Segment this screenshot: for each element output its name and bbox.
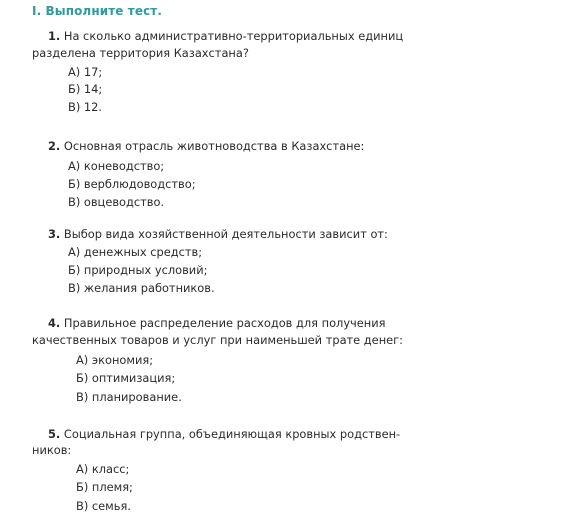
- question-4-line-2: качественных товаров и услуг при наименьшей трате денег:: [32, 333, 403, 347]
- question-3-number: 3.: [48, 227, 61, 241]
- question-4-line-1: [48, 315, 482, 332]
- question-2-text: Основная отрасль животноводства в Казахстане:: [63, 139, 365, 153]
- question-4-option-b: Б) оптимизация;: [76, 371, 176, 385]
- question-1-line-1: [48, 28, 403, 45]
- question-3-line-1: [48, 226, 388, 243]
- question-5-line-2: ников:: [32, 443, 72, 457]
- question-4-number: 4.: [48, 316, 61, 330]
- question-4-text: Правильное распределение расходов для получения: [63, 316, 386, 330]
- question-3-text: Выбор вида хозяйственной деятельности зависит от:: [63, 227, 388, 241]
- question-1-line-2: разделена территория Казахстана?: [32, 46, 249, 60]
- question-2-line-1: [48, 138, 364, 155]
- question-3-option-c: В) желания работников.: [68, 281, 215, 295]
- question-2-option-a: А) коневодство;: [68, 159, 165, 173]
- question-1-option-c: В) 12.: [68, 100, 102, 114]
- section-heading: I. Выполните тест.: [32, 4, 163, 18]
- question-5-option-c: В) семья.: [76, 499, 131, 513]
- question-1-text: На сколько административно-территориальных единиц: [63, 29, 404, 43]
- question-5-option-b: Б) племя;: [76, 480, 133, 494]
- question-5-line-1: [48, 426, 400, 443]
- question-2-option-c: В) овцеводство.: [68, 195, 165, 209]
- question-5-number: 5.: [48, 427, 61, 441]
- question-1-option-a: А) 17;: [68, 65, 103, 79]
- question-4-option-a: А) экономия;: [76, 353, 154, 367]
- question-4-option-c: В) планирование.: [76, 390, 182, 404]
- question-5-option-a: А) класс;: [76, 462, 130, 476]
- question-1-number: 1.: [48, 29, 61, 43]
- question-3-option-a: А) денежных средств;: [68, 245, 203, 259]
- question-2-number: 2.: [48, 139, 61, 153]
- question-5-text: Социальная группа, объединяющая кровных родствен-: [63, 427, 401, 441]
- question-1-option-b: Б) 14;: [68, 82, 103, 96]
- question-2-option-b: Б) верблюдоводство;: [68, 177, 196, 191]
- question-3-option-b: Б) природных условий;: [68, 263, 208, 277]
